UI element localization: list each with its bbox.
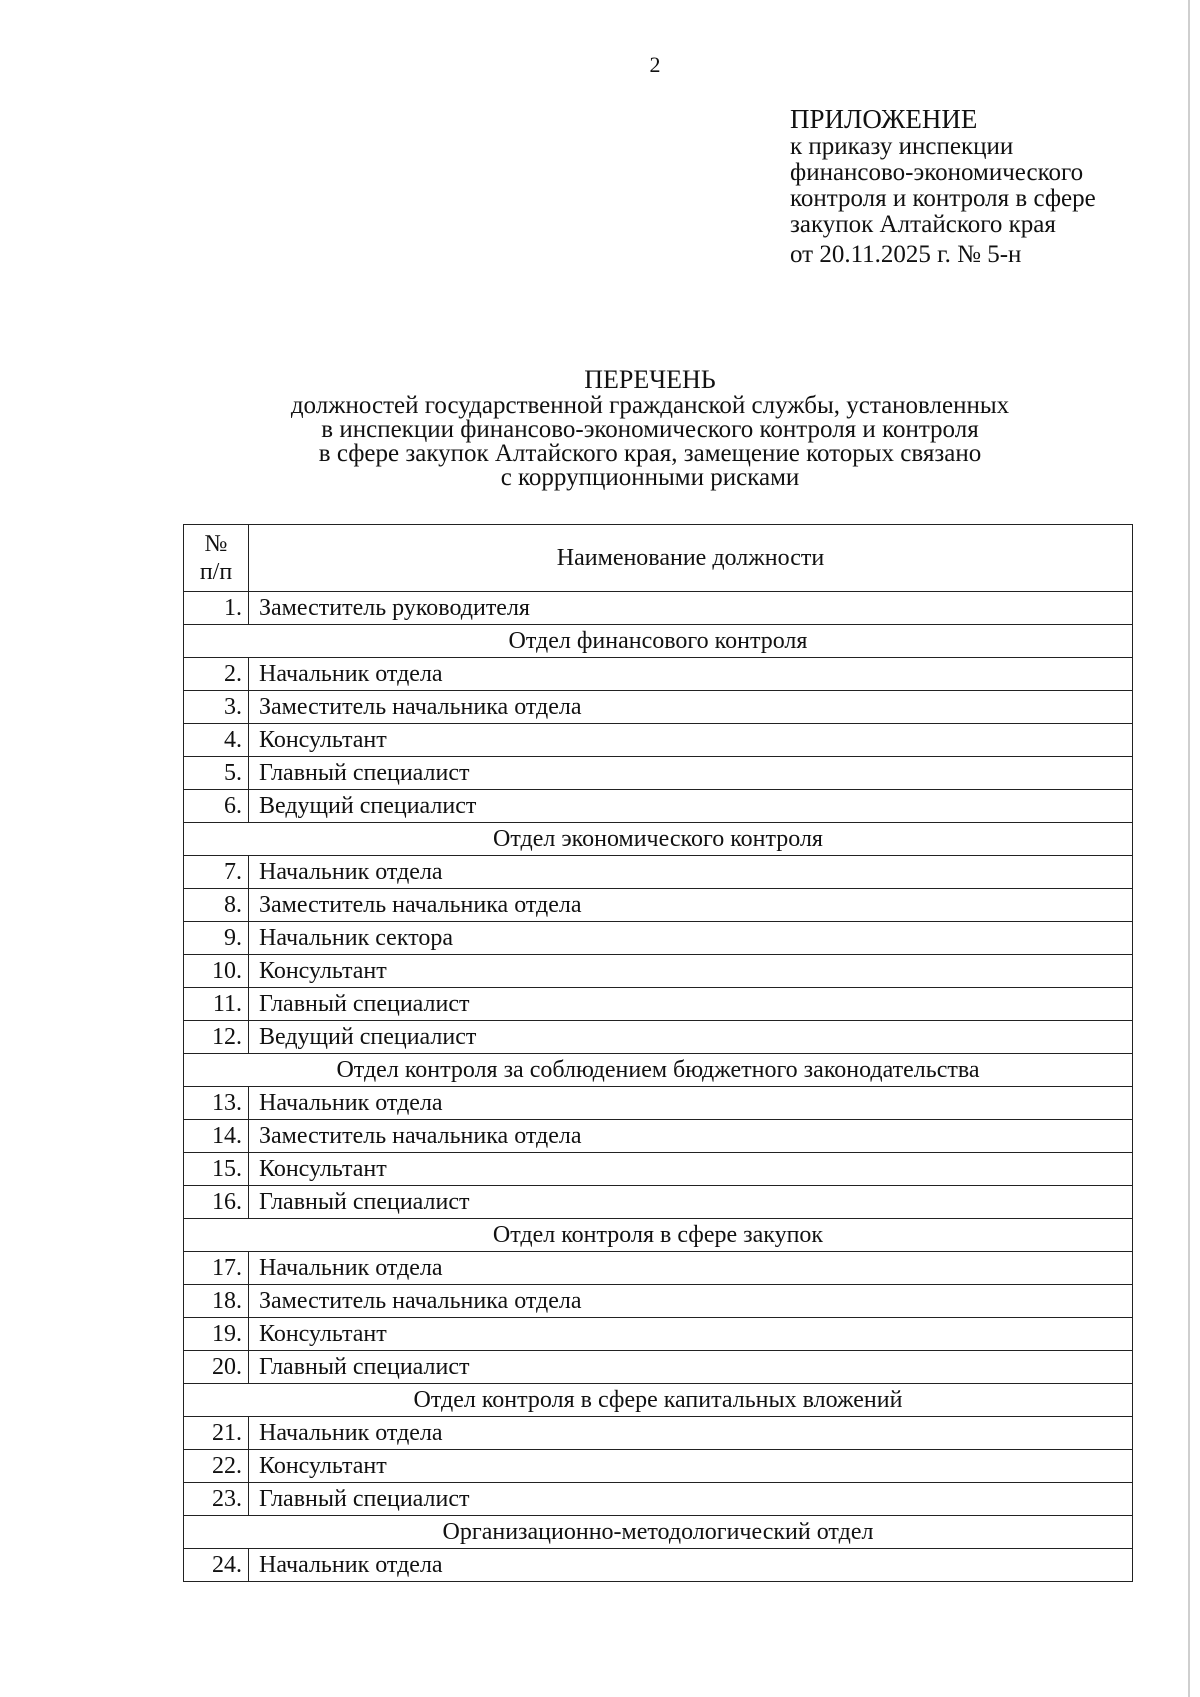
position-name: Начальник отдела [249,658,1133,691]
row-number: 22. [184,1450,249,1483]
appendix-line: закупок Алтайского края [790,211,1056,238]
table-section-row [184,625,1133,658]
row-number: 20. [184,1351,249,1384]
row-number: 13. [184,1087,249,1120]
row-number: 17. [184,1252,249,1285]
position-name: Консультант [249,1153,1133,1186]
section-title: Отдел контроля за соблюдением бюджетного законодательства [184,1054,1133,1087]
row-number: 1. [184,592,249,625]
table-row [184,856,1133,889]
table-row [184,889,1133,922]
position-name: Главный специалист [249,1351,1133,1384]
row-number: 15. [184,1153,249,1186]
position-name: Главный специалист [249,757,1133,790]
position-name: Консультант [249,724,1133,757]
row-number: 16. [184,1186,249,1219]
position-name: Консультант [249,1318,1133,1351]
table-row [184,922,1133,955]
table-row [184,1153,1133,1186]
row-number: 6. [184,790,249,823]
section-title: Отдел экономического контроля [184,823,1133,856]
row-number: 23. [184,1483,249,1516]
table-row [184,1450,1133,1483]
position-name: Главный специалист [249,988,1133,1021]
row-number: 5. [184,757,249,790]
position-name: Начальник сектора [249,922,1133,955]
row-number: 7. [184,856,249,889]
position-name: Начальник отдела [249,1252,1133,1285]
header-number-abbrev: п/п [199,559,233,585]
position-name: Заместитель руководителя [249,592,1133,625]
position-name: Заместитель начальника отдела [249,691,1133,724]
position-name: Заместитель начальника отдела [249,1285,1133,1318]
table-row [184,658,1133,691]
table-row [184,1318,1133,1351]
position-name: Ведущий специалист [249,790,1133,823]
position-name: Главный специалист [249,1186,1133,1219]
table-row [184,691,1133,724]
row-number: 12. [184,1021,249,1054]
section-title: Отдел контроля в сфере закупок [184,1219,1133,1252]
table-row [184,1549,1133,1582]
row-number: 21. [184,1417,249,1450]
section-title: Организационно-методологический отдел [184,1516,1133,1549]
row-number: 9. [184,922,249,955]
position-name: Консультант [249,1450,1133,1483]
row-number: 19. [184,1318,249,1351]
page-edge [1188,0,1190,1697]
appendix-block [790,104,1096,268]
row-number: 11. [184,988,249,1021]
table-row [184,724,1133,757]
table-row [184,1483,1133,1516]
position-name: Начальник отдела [249,1549,1133,1582]
table-row [184,1351,1133,1384]
table-body [184,592,1133,1582]
table-row [184,1417,1133,1450]
position-name: Начальник отдела [249,856,1133,889]
table-row [184,988,1133,1021]
appendix-line: контроля и контроля в сфере [790,185,1096,212]
table-section-row [184,1219,1133,1252]
row-number: 2. [184,658,249,691]
table-row [184,757,1133,790]
document-title-line: должностей государственной гражданской службы, установленных [290,392,1010,419]
positions-table [183,524,1133,1582]
document-title-line: в сфере закупок Алтайского края, замещение которых связано [318,440,982,467]
row-number: 14. [184,1120,249,1153]
appendix-line: к приказу инспекции [790,133,1014,160]
header-number-symbol: № [204,531,228,557]
document-title-line: с коррупционными рисками [500,464,800,491]
table-section-row [184,823,1133,856]
table-row [184,1120,1133,1153]
position-name: Ведущий специалист [249,1021,1133,1054]
document-title-main: ПЕРЕЧЕНЬ [584,365,716,394]
row-number: 18. [184,1285,249,1318]
table-section-row [184,1054,1133,1087]
position-name: Начальник отдела [249,1087,1133,1120]
table-row [184,1021,1133,1054]
table-row [184,1285,1133,1318]
header-number-cell [184,525,249,592]
position-name: Консультант [249,955,1133,988]
appendix-title: ПРИЛОЖЕНИЕ [790,104,978,134]
table-row [184,1087,1133,1120]
table-row [184,1186,1133,1219]
row-number: 10. [184,955,249,988]
position-name: Главный специалист [249,1483,1133,1516]
appendix-line: финансово-экономического [790,159,1084,186]
section-title: Отдел финансового контроля [184,625,1133,658]
row-number: 3. [184,691,249,724]
row-number: 24. [184,1549,249,1582]
table-row [184,592,1133,625]
appendix-date: от 20.11.2025 г. № 5-н [790,241,1022,268]
table-section-row [184,1384,1133,1417]
position-name: Начальник отдела [249,1417,1133,1450]
table-header-row [184,525,1133,592]
table-row [184,955,1133,988]
table-row [184,1252,1133,1285]
section-title: Отдел контроля в сфере капитальных вложений [184,1384,1133,1417]
header-name-cell: Наименование должности [249,525,1133,592]
position-name: Заместитель начальника отдела [249,889,1133,922]
table-row [184,790,1133,823]
table-section-row [184,1516,1133,1549]
row-number: 4. [184,724,249,757]
position-name: Заместитель начальника отдела [249,1120,1133,1153]
document-title [160,366,1140,490]
row-number: 8. [184,889,249,922]
document-title-line: в инспекции финансово-экономического контроля и контроля [321,416,979,443]
page-number: 2 [649,52,661,77]
